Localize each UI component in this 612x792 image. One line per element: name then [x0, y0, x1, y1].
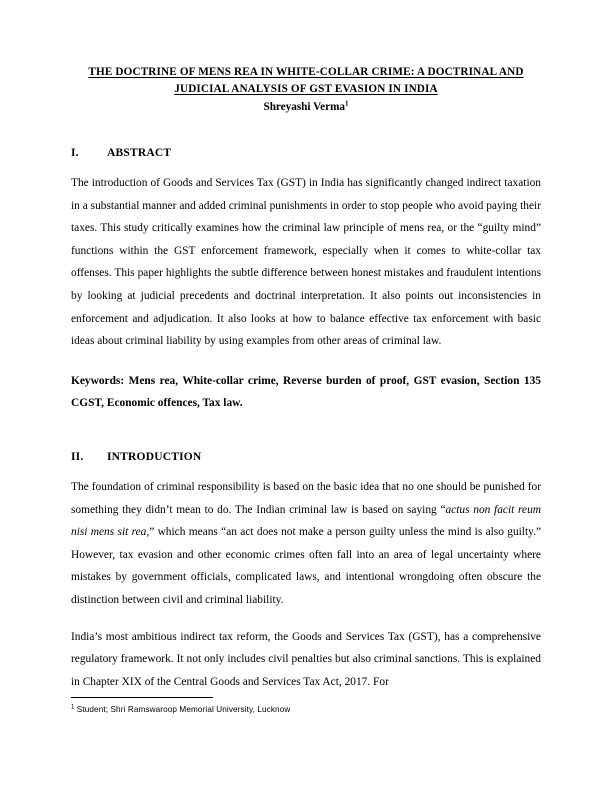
- page-content: [71, 0, 541, 693]
- section-heading-introduction: [71, 451, 541, 463]
- abstract-paragraph: The introduction of Goods and Services Tax (GST) in India has significantly changed indirect taxation in a substantial manner and added criminal punishments in order to stop people who avoid paying their taxes. This study critically examines how the criminal law principle of mens rea, or the “guilty mind” functions within the GST enforcement framework, especially when it comes to white-collar tax offenses. This paper highlights the subtle difference between honest mistakes and fraudulent intentions by looking at judicial precedents and doctrinal interpretation. It also points out inconsistencies in enforcement and adjudication. It also looks at how to balance effective tax enforcement with basic ideas about criminal liability by using examples from other areas of criminal law.: [71, 177, 541, 348]
- author-name: [71, 99, 541, 116]
- spacer: [71, 159, 541, 172]
- spacer: [71, 415, 541, 451]
- author-name-text: Shreyashi Verma: [263, 101, 346, 113]
- footnote-text-content: Student; Shri Ramswaroop Memorial University, Lucknow: [74, 705, 291, 714]
- footnote-marker: 1: [71, 704, 75, 711]
- footnote-separator-rule: [71, 697, 213, 698]
- section-heading-abstract: [71, 147, 541, 159]
- section-number-abstract: I.: [71, 147, 79, 159]
- section-label-abstract: ABSTRACT: [107, 147, 172, 159]
- spacer: [71, 116, 541, 147]
- footnote-entry-1: [71, 704, 541, 715]
- paper-title-line-1: THE DOCTRINE OF MENS REA IN WHITE-COLLAR CRIME: A DOCTRINAL AND: [88, 66, 524, 78]
- keywords-paragraph: Keywords: Mens rea, White-collar crime, Reverse burden of proof, GST evasion, Section 135 CGST, Economic offences, Tax law.: [71, 374, 541, 410]
- introduction-paragraph-1: [71, 476, 541, 612]
- spacer: [71, 612, 541, 626]
- spacer: [71, 353, 541, 370]
- latin-maxim-actus-non-facit: actus non facit reum nisi mens sit rea: [71, 503, 541, 539]
- introduction-paragraph-2: India’s most ambitious indirect tax reform, the Goods and Services Tax (GST), has a comprehensive regulatory framework. It not only includes civil penalties but also criminal sanctions. This is explained in Chapter XIX of the Central Goods and Services Tax Act, 2017. For: [71, 630, 541, 688]
- section-number-introduction: II.: [71, 450, 84, 463]
- author-footnote-marker: 1: [345, 99, 349, 108]
- footnote-area: [71, 697, 541, 715]
- spacer: [71, 463, 541, 476]
- intro-p1-segment-1: The foundation of criminal responsibility is based on the basic idea that no one should be punished for something they didn’t mean to do. The Indian criminal law is based on saying “: [71, 480, 541, 516]
- title-block: [71, 0, 541, 116]
- intro-p1-segment-2: ,” which means “an act does not make a person guilty unless the mind is also guilty.” However, tax evasion and other economic crimes often fall into an area of legal uncertainty where mistakes by government officials, complicated laws, and intentional wrongdoing often obscure the distinction between civil and criminal liability.: [71, 526, 541, 606]
- section-label-introduction: INTRODUCTION: [107, 450, 202, 463]
- paper-title-line-2: JUDICIAL ANALYSIS OF GST EVASION IN INDIA: [174, 83, 438, 95]
